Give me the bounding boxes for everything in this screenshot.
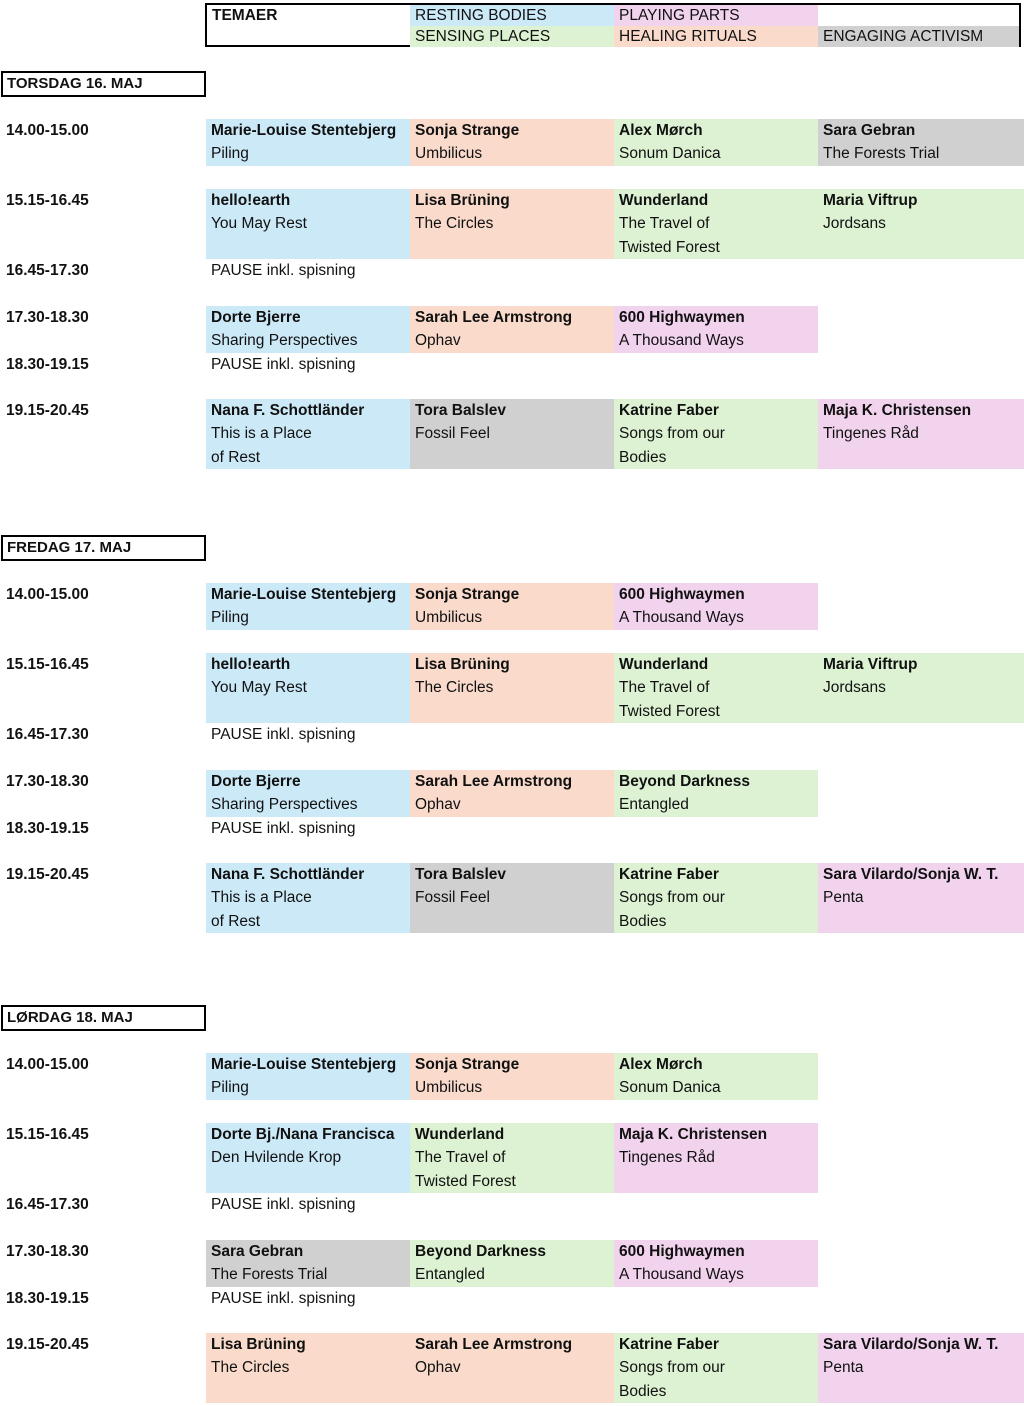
- performance-marie-louise-stentebjerg: [206, 583, 410, 630]
- work-title: A Thousand Ways: [619, 332, 744, 350]
- work-title: The Forests Trial: [823, 145, 940, 163]
- artist-name: Maria Viftrup: [823, 656, 918, 673]
- work-title: Umbilicus: [415, 1079, 483, 1097]
- performance-wunderland: [614, 189, 818, 259]
- artist-name: 600 Highwaymen: [619, 309, 745, 326]
- legend-engaging-activism: ENGAGING ACTIVISM: [818, 26, 1019, 47]
- day-header: TORSDAG 16. MAJ: [1, 71, 206, 97]
- artist-name: Katrine Faber: [619, 866, 719, 883]
- performance-dorte-bjerre: [206, 306, 410, 353]
- performance-marie-louise-stentebjerg: [206, 119, 410, 166]
- artist-name: Dorte Bjerre: [211, 309, 301, 326]
- artist-name: Sarah Lee Armstrong: [415, 773, 573, 790]
- artist-name: Beyond Darkness: [619, 773, 750, 790]
- artist-name: Dorte Bj./Nana Francisca: [211, 1126, 395, 1143]
- time-slot: 14.00-15.00: [6, 586, 89, 603]
- performance-maria-viftrup: [818, 189, 1024, 259]
- performance-dorte-bjerre: [206, 770, 410, 817]
- artist-name: Tora Balslev: [415, 866, 507, 883]
- performance-nana-f-schottlander: [206, 399, 410, 469]
- artist-name: Sarah Lee Armstrong: [415, 1336, 573, 1353]
- work-title: A Thousand Ways: [619, 1266, 744, 1284]
- performance-tora-balslev: [410, 863, 614, 933]
- performance-maja-k-christensen: [818, 399, 1024, 469]
- work-title: Tingenes Råd: [823, 425, 919, 443]
- work-title: Sonum Danica: [619, 1079, 721, 1097]
- work-title: The Circles: [211, 1359, 290, 1377]
- work-title: Fossil Feel: [415, 425, 490, 443]
- performance-lisa-bruning: [410, 189, 614, 259]
- performance-600-highwaymen: [614, 1240, 818, 1287]
- performance-lisa-bruning: [206, 1333, 410, 1403]
- artist-name: Sonja Strange: [415, 1056, 520, 1073]
- artist-name: Sonja Strange: [415, 586, 520, 603]
- artist-name: hello!earth: [211, 656, 291, 673]
- time-slot: 19.15-20.45: [6, 402, 89, 419]
- work-title: This is a Place of Rest: [211, 425, 312, 466]
- performance-nana-f-schottlander: [206, 863, 410, 933]
- work-title: Jordsans: [823, 215, 886, 233]
- artist-name: Sara Gebran: [211, 1243, 304, 1260]
- artist-name: Nana F. Schottländer: [211, 866, 365, 883]
- performance-sara-vilardo-sonja-w-t: [818, 863, 1024, 933]
- work-title: You May Rest: [211, 679, 307, 697]
- artist-name: Maria Viftrup: [823, 192, 918, 209]
- work-title: The Travel of Twisted Forest: [415, 1149, 516, 1190]
- time-slot: 16.45-17.30: [6, 726, 89, 743]
- artist-name: hello!earth: [211, 192, 291, 209]
- work-title: You May Rest: [211, 215, 307, 233]
- performance-tora-balslev: [410, 399, 614, 469]
- work-title: Songs from our Bodies: [619, 425, 725, 466]
- work-title: Sonum Danica: [619, 145, 721, 163]
- work-title: Den Hvilende Krop: [211, 1149, 342, 1167]
- pause-label: PAUSE inkl. spisning: [211, 262, 356, 279]
- work-title: Umbilicus: [415, 145, 483, 163]
- time-slot: 14.00-15.00: [6, 1056, 89, 1073]
- work-title: Sharing Perspectives: [211, 796, 358, 814]
- pause-label: PAUSE inkl. spisning: [211, 820, 356, 837]
- performance-sonja-strange: [410, 583, 614, 630]
- performance-wunderland: [614, 653, 818, 723]
- work-title: Penta: [823, 889, 864, 907]
- time-slot: 14.00-15.00: [6, 122, 89, 139]
- time-slot: 15.15-16.45: [6, 1126, 89, 1143]
- time-slot: 18.30-19.15: [6, 1290, 89, 1307]
- work-title: A Thousand Ways: [619, 609, 744, 627]
- performance-600-highwaymen: [614, 306, 818, 353]
- work-title: The Circles: [415, 679, 494, 697]
- performance-sara-gebran: [206, 1240, 410, 1287]
- artist-name: Lisa Brüning: [211, 1336, 306, 1353]
- work-title: Jordsans: [823, 679, 886, 697]
- artist-name: Marie-Louise Stentebjerg: [211, 122, 397, 139]
- performance-marie-louise-stentebjerg: [206, 1053, 410, 1100]
- work-title: Entangled: [619, 796, 689, 814]
- artist-name: Nana F. Schottländer: [211, 402, 365, 419]
- work-title: The Travel of Twisted Forest: [619, 215, 720, 256]
- time-slot: 17.30-18.30: [6, 309, 89, 326]
- performance-wunderland: [410, 1123, 614, 1193]
- performance-sarah-lee-armstrong: [410, 770, 614, 817]
- artist-name: 600 Highwaymen: [619, 586, 745, 603]
- work-title: Piling: [211, 1079, 249, 1097]
- performance-katrine-faber: [614, 863, 818, 933]
- performance-alex-m-rch: [614, 119, 818, 166]
- performance-sarah-lee-armstrong: [410, 306, 614, 353]
- work-title: Songs from our Bodies: [619, 1359, 725, 1400]
- performance-dorte-bj-nana-francisca: [206, 1123, 410, 1193]
- work-title: Umbilicus: [415, 609, 483, 627]
- pause-label: PAUSE inkl. spisning: [211, 1196, 356, 1213]
- artist-name: Maja K. Christensen: [823, 402, 972, 419]
- artist-name: Sara Gebran: [823, 122, 916, 139]
- performance-sarah-lee-armstrong: [410, 1333, 614, 1403]
- work-title: Sharing Perspectives: [211, 332, 358, 350]
- work-title: The Forests Trial: [211, 1266, 328, 1284]
- performance-hello-earth: [206, 189, 410, 259]
- performance-maja-k-christensen: [614, 1123, 818, 1193]
- work-title: This is a Place of Rest: [211, 889, 312, 930]
- work-title: Ophav: [415, 796, 461, 814]
- time-slot: 17.30-18.30: [6, 1243, 89, 1260]
- artist-name: Dorte Bjerre: [211, 773, 301, 790]
- work-title: Piling: [211, 609, 249, 627]
- time-slot: 16.45-17.30: [6, 262, 89, 279]
- legend-sensing-places: SENSING PLACES: [410, 26, 614, 47]
- performance-alex-m-rch: [614, 1053, 818, 1100]
- artist-name: Alex Mørch: [619, 122, 703, 139]
- performance-600-highwaymen: [614, 583, 818, 630]
- artist-name: Katrine Faber: [619, 1336, 719, 1353]
- legend-resting-bodies: RESTING BODIES: [410, 5, 614, 26]
- performance-lisa-bruning: [410, 653, 614, 723]
- day-header: FREDAG 17. MAJ: [1, 535, 206, 561]
- artist-name: Sonja Strange: [415, 122, 520, 139]
- legend-playing-parts: PLAYING PARTS: [614, 5, 818, 26]
- performance-beyond-darkness: [614, 770, 818, 817]
- performance-sara-vilardo-sonja-w-t: [818, 1333, 1024, 1403]
- artist-name: Sara Vilardo/Sonja W. T.: [823, 866, 999, 883]
- artist-name: Lisa Brüning: [415, 192, 510, 209]
- artist-name: Tora Balslev: [415, 402, 507, 419]
- legend-title: TEMAER: [212, 7, 278, 24]
- performance-maria-viftrup: [818, 653, 1024, 723]
- work-title: Ophav: [415, 1359, 461, 1377]
- artist-name: Katrine Faber: [619, 402, 719, 419]
- artist-name: Wunderland: [415, 1126, 505, 1143]
- performance-hello-earth: [206, 653, 410, 723]
- time-slot: 17.30-18.30: [6, 773, 89, 790]
- pause-label: PAUSE inkl. spisning: [211, 356, 356, 373]
- work-title: Piling: [211, 145, 249, 163]
- artist-name: Sarah Lee Armstrong: [415, 309, 573, 326]
- artist-name: Lisa Brüning: [415, 656, 510, 673]
- day-header: LØRDAG 18. MAJ: [1, 1005, 206, 1031]
- performance-katrine-faber: [614, 399, 818, 469]
- work-title: Ophav: [415, 332, 461, 350]
- performance-sara-gebran: [818, 119, 1024, 166]
- work-title: Entangled: [415, 1266, 485, 1284]
- artist-name: Beyond Darkness: [415, 1243, 546, 1260]
- time-slot: 19.15-20.45: [6, 1336, 89, 1353]
- pause-label: PAUSE inkl. spisning: [211, 726, 356, 743]
- performance-sonja-strange: [410, 1053, 614, 1100]
- time-slot: 15.15-16.45: [6, 656, 89, 673]
- artist-name: Marie-Louise Stentebjerg: [211, 1056, 397, 1073]
- performance-katrine-faber: [614, 1333, 818, 1403]
- work-title: The Travel of Twisted Forest: [619, 679, 720, 720]
- work-title: Fossil Feel: [415, 889, 490, 907]
- time-slot: 19.15-20.45: [6, 866, 89, 883]
- artist-name: Marie-Louise Stentebjerg: [211, 586, 397, 603]
- time-slot: 15.15-16.45: [6, 192, 89, 209]
- pause-label: PAUSE inkl. spisning: [211, 1290, 356, 1307]
- artist-name: Alex Mørch: [619, 1056, 703, 1073]
- artist-name: Wunderland: [619, 656, 709, 673]
- legend-healing-rituals: HEALING RITUALS: [614, 26, 818, 47]
- time-slot: 18.30-19.15: [6, 820, 89, 837]
- time-slot: 16.45-17.30: [6, 1196, 89, 1213]
- time-slot: 18.30-19.15: [6, 356, 89, 373]
- work-title: Tingenes Råd: [619, 1149, 715, 1167]
- artist-name: Maja K. Christensen: [619, 1126, 768, 1143]
- artist-name: Wunderland: [619, 192, 709, 209]
- work-title: Penta: [823, 1359, 864, 1377]
- performance-sonja-strange: [410, 119, 614, 166]
- performance-beyond-darkness: [410, 1240, 614, 1287]
- work-title: Songs from our Bodies: [619, 889, 725, 930]
- artist-name: Sara Vilardo/Sonja W. T.: [823, 1336, 999, 1353]
- work-title: The Circles: [415, 215, 494, 233]
- artist-name: 600 Highwaymen: [619, 1243, 745, 1260]
